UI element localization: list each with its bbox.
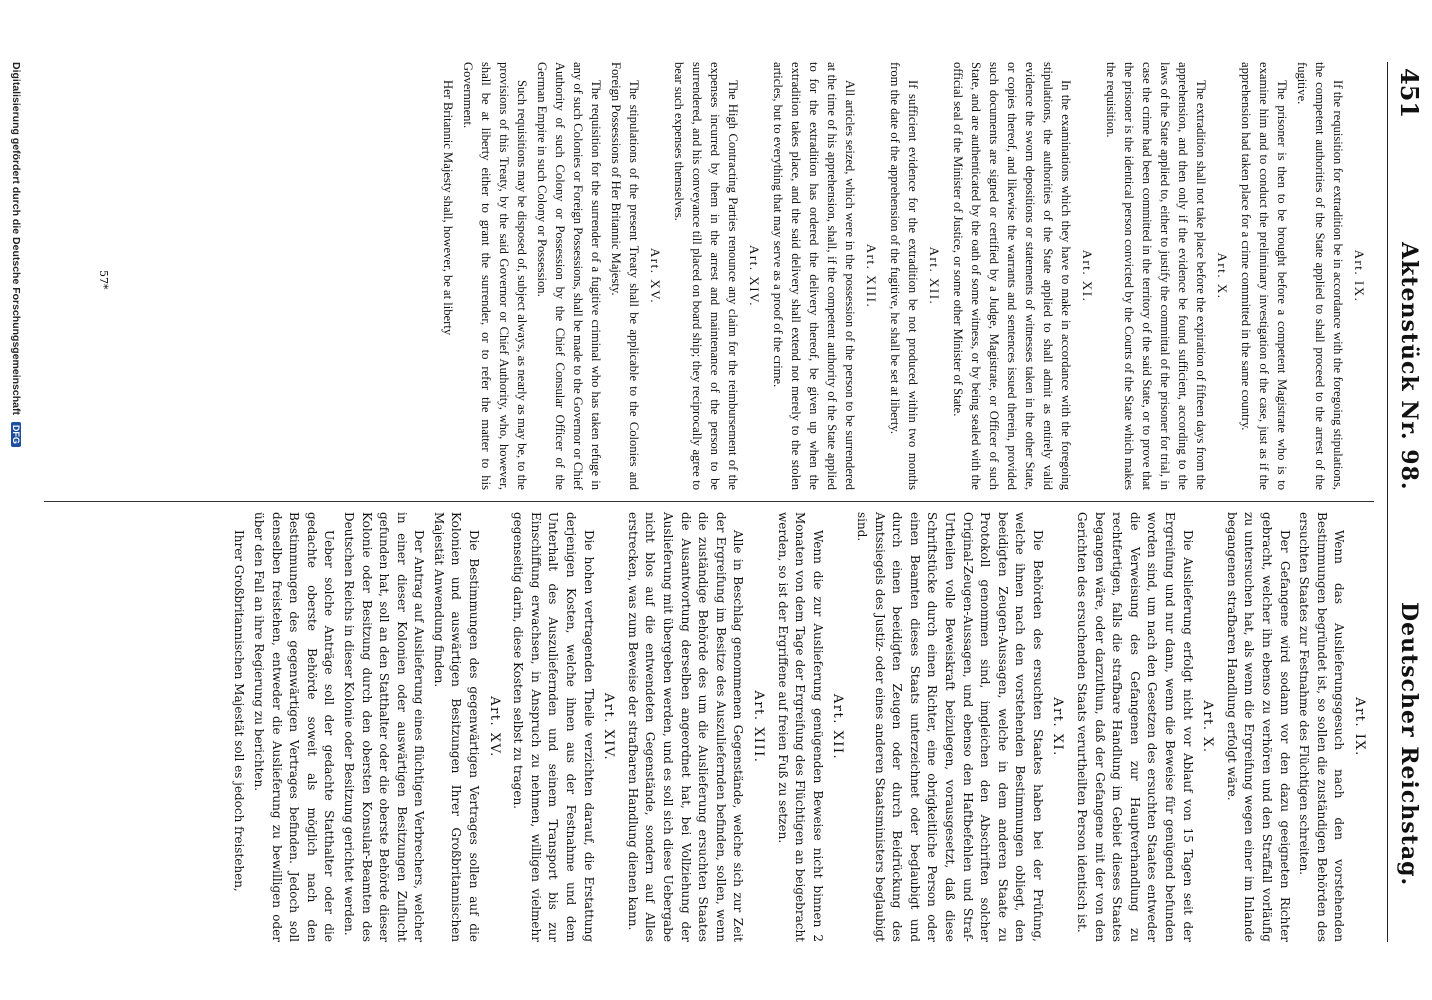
german-article-heading: Art. X.	[1200, 700, 1216, 754]
digitization-note	[10, 62, 22, 447]
german-paragraph: Der Gefangene wird sodann vor den dazu geeigneten Richter gebracht, welcher ihn ebenso zu verhören und den Straffall vorläufig zu untersuchen hat, als wenn die Ergreifung wegen einer im Inlande begangenen strafbaren Handlung erfolgt wäre.	[1224, 512, 1292, 942]
reichstag-title: Deutscher Reichstag.	[1396, 602, 1422, 887]
german-article-heading: Art. IX.	[1352, 697, 1367, 757]
document-number-title: Aktenstück Nr. 98.	[1396, 242, 1422, 491]
german-paragraph: Alle in Beschlag genommenen Gegenstände, welche sich zur Zeit der Ergreifung im Besitze des Auszuliefernden befinden, sollen, wenn die zuständige Behörde des um die Auslieferung ersuchten Staates die Ausantwortung derselben angeordnet hat, bei Vollziehung der Auslieferung mit übergeben werden, und es soll sich diese Uebergabe nicht blos auf die entwendeten Gegenstände, sondern auf Alles erstrecken, was zum Beweise der strafbaren Handlung dienen kann.	[625, 512, 746, 942]
german-column	[228, 512, 1374, 942]
german-article-heading: Art. XII.	[830, 693, 846, 761]
english-paragraph: The High Contracting Parties renounce any claim for the reimbursement of the expenses incurred by them in the arrest and maintenance of the person to be surrendered, and his conveyance till placed on board ship; they reciprocally agree to bear such expenses themselves.	[672, 62, 740, 490]
english-paragraph: In the examinations which they have to make in accordance with the foregoing stipulations, the authorities of the State applied to shall admit as entirely valid evidence the sworn depositions or statements of witnesses taken in the other State, or copies thereof, and likewise the warrants and sentences issued therein, provided such documents are signed or certified by a Judge, Magistrate, or Officer of such State, and are authenticated by the oath of some witness, or by being sealed with the official seal of the Minister of Justice, or some other Minister of State.	[951, 62, 1073, 490]
english-paragraph: The stipulations of the present Treaty shall be applicable to the Colonies and Foreign Possessions of Her Britannic Majesty.	[609, 62, 641, 490]
english-paragraph: The requisition for the surrender of a fugitive criminal who has taken refuge in any of such Colonies or Foreign Possessions, shall be made to the Governor or Chief Authority of such Colony or Possession by the Chief Consular Officer of the German Empire in such Colony or Possession.	[535, 62, 603, 490]
english-column	[437, 62, 1374, 490]
english-article-heading: Art. XI.	[1080, 249, 1095, 303]
english-article-heading: Art. XV.	[648, 247, 663, 305]
english-article-heading: Art. XII.	[927, 246, 942, 306]
page-number: 451	[1395, 68, 1424, 119]
german-article-heading: Art. XIV.	[601, 692, 617, 762]
english-paragraph: Such requisitions may be disposed of, subject always, as nearly as may be, to the provisions of this Treaty, by the said Governor or Chief Authority, who, however, shall be at liberty either to grant the surrender, or to refer the matter to his Government.	[461, 62, 529, 490]
english-paragraph: Her Britannic Majesty shall, however, be at liberty	[441, 80, 455, 336]
english-paragraph: If sufficient evidence for the extradition be not produced within two months from the date of the apprehension of the fugitive, he shall be set at liberty.	[888, 62, 920, 490]
german-paragraph: Der Antrag auf Auslieferung eines flüchtigen Verbrechers, welcher in einer dieser Kolonien oder auswärtigen Besitzungen Zuflucht gefunden hat, soll an den Statthalter oder die oberste Behörde dieser Kolonie oder Besitzung durch den obersten Konsular-Beamten des Deutschen Reichs in dieser Kolonie oder Besitzung gerichtet werden.	[341, 512, 427, 942]
column-divider	[44, 501, 1374, 502]
german-paragraph: Die Behörden des ersuchten Staates haben bei der Prüfung, welche ihnen nach den vorstehenden Bestimmungen obliegt, den beeidigten Zeugen-Aussagen, welche in dem anderen Staate zu Protokoll genommen sind, imgleichen den Abschriften solcher Original-Zeugen-Aussagen, und ebenso den Haftbefehlen und Straf-Urtheilen volle Beweiskraft beizulegen, vorausgesetzt, daß diese Schriftstücke durch einen Richter, eine obrigkeitliche Person oder einen Beamten dieses Staats unterzeichnet oder beglaubigt und durch einen beeidigten Zeugen oder durch Beidrückung des Amtssiegels des Justiz- oder eines anderen Staatsministers beglaubigt sind.	[854, 512, 1045, 942]
english-paragraph: If the requisition for extradition be in accordance with the foregoing stipulations, the competent authorities of the State applied to shall proceed to the arrest of the fugitive.	[1295, 62, 1345, 490]
digitization-text: Digitalisierung gefördert durch die Deutsche Forschungsgemeinschaft	[10, 62, 22, 415]
english-paragraph: The prisoner is then to be brought before a competent Magistrate who is to examine him and to conduct the preliminary investigation of the case, just as if the apprehension had taken place for a crime committed in the same country.	[1239, 62, 1289, 490]
german-paragraph: Wenn die zur Auslieferung genügenden Beweise nicht binnen 2 Monaten von dem Tage der Ergreifung des Flüchtigen an beigebracht werden, so ist der Ergriffene auf freien Fuß zu setzen.	[775, 512, 825, 942]
english-article-heading: Art. XIII.	[864, 243, 879, 309]
dfg-logo-icon: DFG	[11, 422, 21, 447]
german-paragraph: Ihrer Großbritannischen Majestät soll es jedoch freistehen,	[232, 530, 247, 892]
german-article-heading: Art. XIII.	[751, 690, 766, 764]
english-article-heading: Art. XIV.	[747, 244, 762, 307]
english-paragraph: The extradition shall not take place before the expiration of fifteen days from the apprehension, and then only if the evidence be found sufficient, according to the laws of the State applied to, either to justify the committal of the prisoner for trial, in case the crime had been committed in the territory of the said State, or to prove that the prisoner is the identical person convicted by the Courts of the State which makes the requisition.	[1104, 62, 1208, 490]
page-header	[1387, 62, 1424, 942]
german-article-heading: Art. XV.	[486, 696, 502, 758]
german-paragraph: Die Auslieferung erfolgt nicht vor Ablauf von 15 Tagen seit der Ergreifung und nur dann, wenn die Beweise für genügend befunden worden sind, um nach den Gesetzen des ersuchten Staates entweder die Verweisung des Gefangenen zur Hauptverhandlung zu rechtfertigen, falls die strafbare Handlung im Gebiet dieses Staates begangen wäre, oder darzuthun, daß der Gefangene mit der von den Gerichten des ersuchenden Staats verurtheilten Person identisch ist.	[1075, 512, 1195, 942]
english-article-heading: Art. IX.	[1352, 249, 1367, 303]
english-paragraph: All articles seized, which were in the possession of the person to be surrendered at the time of his apprehension, shall, if the competent authority of the State applied to for the extradition has ordered the delivery thereof, be given up when the extradition takes place, and the said delivery shall extend not merely to the stolen articles, but to everything that may serve as a proof of the crime.	[771, 62, 857, 490]
german-paragraph: Wenn das Auslieferungsgesuch nach den vorstehenden Bestimmungen begründet ist, so sollen die zuständigen Behörden des ersuchten Staates zur Festnahme des Flüchtigen schreiten.	[1297, 512, 1347, 942]
german-paragraph: Ueber solche Anträge soll der gedachte Statthalter oder die gedachte oberste Behörde soweit als möglich nach den Bestimmungen des gegenwärtigen Vertrages befinden. Jedoch soll denselben freistehen, entweder die Auslieferung zu bewilligen oder über den Fall an ihre Regierung zu berichten.	[251, 512, 337, 942]
english-article-heading: Art. X.	[1215, 252, 1230, 300]
german-paragraph: Die hohen vertragenden Theile verzichten darauf, die Erstattung derjenigen Kosten, welche ihnen aus der Festnahme und dem Unterhalt des Auszuliefernden und seinem Transport bis zur Einschiffung erwachsen, in Anspruch zu nehmen, willigen vielmehr gegenseitig darin, diese Kosten selbst zu tragen.	[511, 512, 596, 942]
german-paragraph: Die Bestimmungen des gegenwärtigen Vertrages sollen auf die Kolonien und auswärtigen Besitzungen Ihrer Großbritannischen Majestät Anwendung finden.	[431, 512, 482, 942]
german-article-heading: Art. XI.	[1050, 697, 1066, 757]
signature-mark: 57*	[97, 270, 110, 290]
